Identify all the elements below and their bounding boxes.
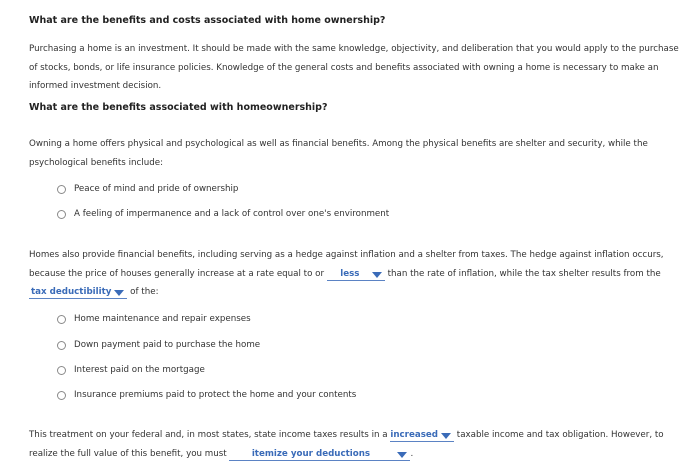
radio-button[interactable]	[57, 210, 66, 219]
option-label: Peace of mind and pride of ownership	[74, 184, 239, 194]
financial-benefits-paragraph	[29, 246, 684, 302]
option-label: A feeling of impermanence and a lack of control over one's environment	[74, 209, 390, 219]
text-segment: This treatment on your federal and, in most states, state income taxes results in a	[29, 430, 388, 440]
dropdown-selected-value: less	[340, 268, 360, 279]
option-insurance-premiums[interactable]	[57, 390, 356, 400]
text-segment: taxable income and tax obligation. However, to realize the full value of this benefit, you must	[29, 430, 664, 459]
option-label: Down payment paid to purchase the home	[74, 340, 261, 350]
heading-costs-benefits: What are the benefits and costs associated with home ownership?	[29, 15, 386, 26]
radio-button[interactable]	[57, 185, 66, 194]
dropdown-selected-value: itemize your deductions	[251, 448, 371, 459]
benefit-action-dropdown[interactable]	[229, 448, 410, 461]
benefits-paragraph: Owning a home offers physical and psychological as well as financial benefits. Among the physical benefits are shelter and security, while the psychological benefits include:	[29, 139, 648, 168]
option-label: Insurance premiums paid to protect the home and your contents	[74, 390, 357, 400]
text-segment: Homes also provide financial benefits, including serving as a hedge against inflation and a shelter from taxes. The hedge against inflation occurs, because the price of houses generally increase at a rate equal to or	[29, 250, 664, 279]
option-impermanence[interactable]	[57, 209, 389, 219]
radio-button[interactable]	[57, 341, 66, 350]
option-peace-of-mind[interactable]	[57, 184, 238, 194]
chevron-down-icon	[114, 290, 124, 296]
dropdown-selected-value: tax deductibility	[31, 287, 112, 297]
text-segment: than the rate of inflation, while the tax shelter results from the	[387, 268, 661, 279]
radio-button[interactable]	[57, 391, 66, 400]
text-segment: of the:	[130, 287, 159, 297]
text-segment: .	[410, 448, 414, 459]
taxable-income-dropdown[interactable]	[390, 429, 454, 442]
option-mortgage-interest[interactable]	[57, 365, 205, 375]
chevron-down-icon	[372, 272, 382, 278]
radio-button[interactable]	[57, 315, 66, 324]
dropdown-selected-value: increased	[390, 430, 439, 440]
inflation-rate-dropdown[interactable]	[327, 268, 385, 281]
chevron-down-icon	[397, 452, 407, 458]
tax-shelter-dropdown[interactable]	[29, 286, 127, 299]
intro-paragraph: Purchasing a home is an investment. It should be made with the same knowledge, objectivity, and deliberation that you would apply to the purchase of stocks, bonds, or life insurance policies. Knowledge of the general costs and benefits associated with owning a home is necessary to make an informed investment decision.	[29, 44, 679, 91]
tax-treatment-paragraph	[29, 426, 684, 463]
option-maintenance[interactable]	[57, 314, 251, 324]
heading-benefits: What are the benefits associated with homeownership?	[29, 102, 328, 113]
option-label: Home maintenance and repair expenses	[74, 314, 251, 324]
chevron-down-icon	[441, 433, 451, 439]
radio-button[interactable]	[57, 366, 66, 375]
option-down-payment[interactable]	[57, 340, 260, 350]
option-label: Interest paid on the mortgage	[74, 365, 205, 375]
